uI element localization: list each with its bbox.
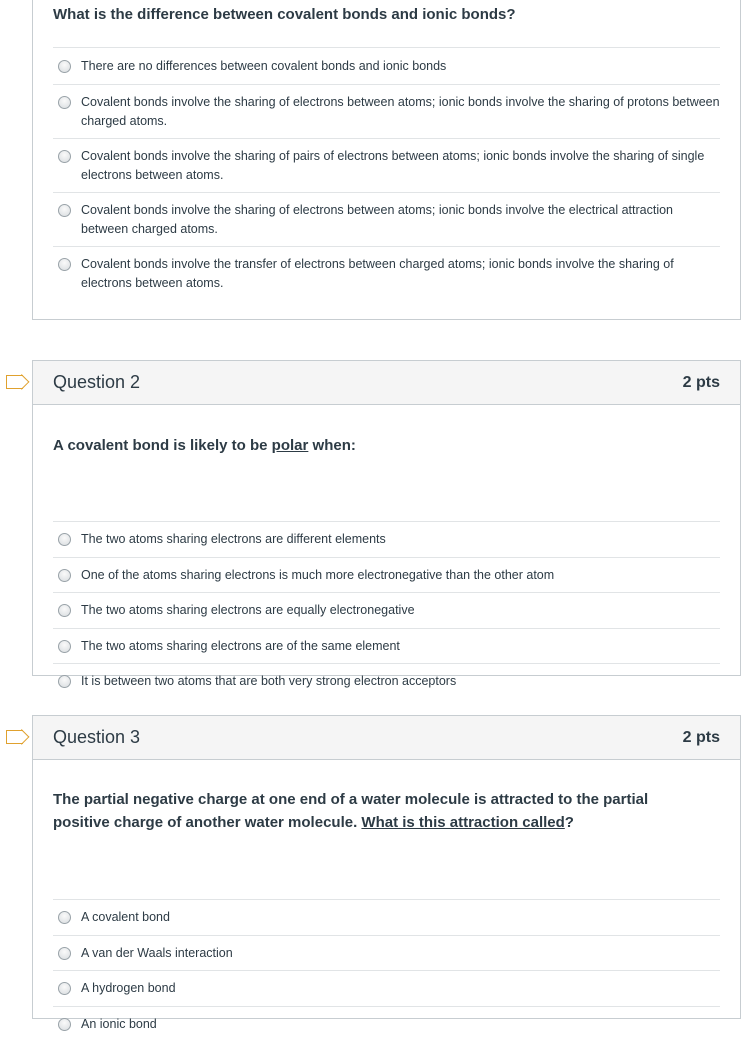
question-title: Question 2 (53, 372, 140, 393)
answer-label: The two atoms sharing electrons are of the same element (81, 637, 400, 656)
radio-button[interactable] (58, 911, 71, 924)
answer-label: It is between two atoms that are both very strong electron acceptors (81, 672, 456, 691)
radio-button[interactable] (58, 1018, 71, 1031)
question-1-text: What is the difference between covalent bonds and ionic bonds? (33, 0, 740, 47)
radio-button[interactable] (58, 204, 71, 217)
answer-option[interactable] (53, 521, 720, 557)
radio-button[interactable] (58, 604, 71, 617)
bookmark-flag-icon[interactable] (6, 730, 23, 744)
question-title: Question 3 (53, 727, 140, 748)
answer-label: A van der Waals interaction (81, 944, 233, 963)
question-text-part: when: (308, 437, 356, 454)
answer-option[interactable] (53, 557, 720, 593)
question-2-answers (53, 521, 720, 699)
radio-button[interactable] (58, 947, 71, 960)
radio-button[interactable] (58, 258, 71, 271)
answer-option[interactable] (53, 138, 720, 192)
answer-option[interactable] (53, 663, 720, 699)
radio-button[interactable] (58, 640, 71, 653)
answer-option[interactable] (53, 592, 720, 628)
answer-option[interactable] (53, 84, 720, 138)
question-2-text (33, 405, 740, 521)
answer-label: An ionic bond (81, 1015, 157, 1034)
radio-button[interactable] (58, 60, 71, 73)
answer-option[interactable] (53, 935, 720, 971)
question-3-header (33, 716, 740, 760)
answer-option[interactable] (53, 970, 720, 1006)
radio-button[interactable] (58, 533, 71, 546)
answer-label: Covalent bonds involve the sharing of pairs of electrons between atoms; ionic bonds involve the sharing of single electrons between atoms. (81, 147, 720, 185)
question-1-card (32, 0, 741, 320)
question-text-underlined: polar (272, 437, 309, 454)
answer-label: A covalent bond (81, 908, 170, 927)
question-3-text (33, 760, 740, 899)
answer-label: The two atoms sharing electrons are different elements (81, 530, 386, 549)
answer-label: The two atoms sharing electrons are equally electronegative (81, 601, 415, 620)
radio-button[interactable] (58, 150, 71, 163)
radio-button[interactable] (58, 569, 71, 582)
answer-label: A hydrogen bond (81, 979, 176, 998)
question-2-card (32, 360, 741, 676)
question-text-part: The partial negative charge at one end of a water molecule is attracted to the partial positive charge of another water molecule. (53, 791, 648, 831)
radio-button[interactable] (58, 675, 71, 688)
radio-button[interactable] (58, 96, 71, 109)
question-1-answers (53, 47, 720, 300)
answer-option[interactable] (53, 246, 720, 300)
question-text-part: ? (565, 814, 574, 831)
question-3-answers (53, 899, 720, 1041)
answer-option[interactable] (53, 47, 720, 84)
bookmark-flag-icon[interactable] (6, 375, 23, 389)
question-points: 2 pts (683, 729, 720, 747)
answer-label: Covalent bonds involve the transfer of electrons between charged atoms; ionic bonds involve the sharing of electrons between atoms. (81, 255, 720, 293)
radio-button[interactable] (58, 982, 71, 995)
question-2-header (33, 361, 740, 405)
question-text-underlined: What is this attraction called (361, 814, 564, 831)
answer-option[interactable] (53, 628, 720, 664)
answer-option[interactable] (53, 899, 720, 935)
answer-option[interactable] (53, 192, 720, 246)
answer-label: Covalent bonds involve the sharing of electrons between atoms; ionic bonds involve the electrical attraction between charged atoms. (81, 201, 720, 239)
answer-label: One of the atoms sharing electrons is much more electronegative than the other atom (81, 566, 554, 585)
answer-label: Covalent bonds involve the sharing of electrons between atoms; ionic bonds involve the sharing of protons between charged atoms. (81, 93, 720, 131)
question-text-part: A covalent bond is likely to be (53, 437, 272, 454)
question-3-card (32, 715, 741, 1019)
answer-label: There are no differences between covalent bonds and ionic bonds (81, 57, 446, 76)
question-points: 2 pts (683, 374, 720, 392)
answer-option[interactable] (53, 1006, 720, 1041)
